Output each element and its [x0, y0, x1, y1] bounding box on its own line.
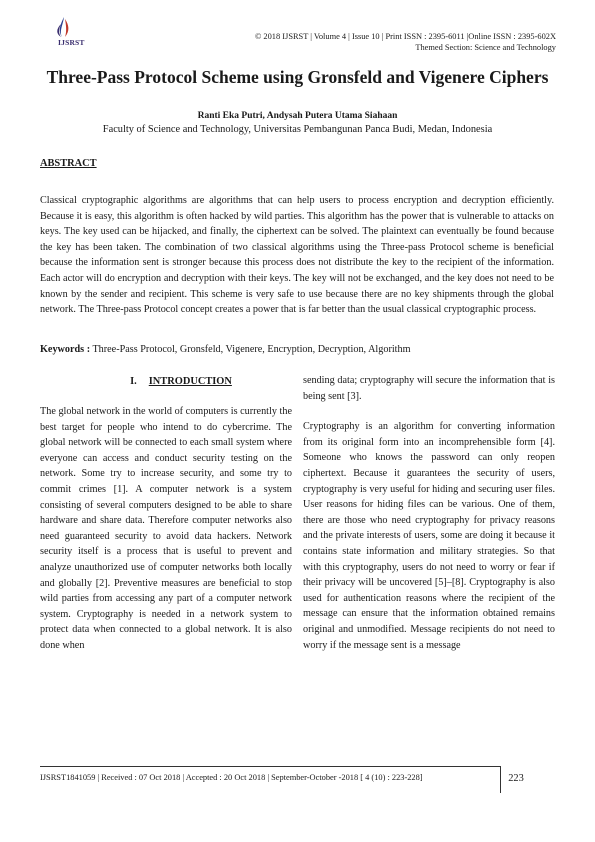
section-number: I.: [130, 376, 137, 387]
abstract-heading: ABSTRACT: [40, 158, 97, 169]
journal-header-info: [255, 31, 556, 53]
header-info-line-2: Themed Section: Science and Technology: [415, 43, 556, 52]
keywords-text: Three-Pass Protocol, Gronsfeld, Vigenere, Encryption, Decryption, Algorithm: [90, 344, 411, 355]
footer-citation: IJSRST1841059 | Received : 07 Oct 2018 | Accepted : 20 Oct 2018 | September-October -2018 [ 4 (10) : 223-228]: [40, 773, 423, 782]
footer-divider: [40, 766, 500, 767]
journal-logo: [44, 15, 96, 49]
header-info-line-1: © 2018 IJSRST | Volume 4 | Issue 10 | Print ISSN : 2395-6011 |Online ISSN : 2395-602X: [254, 32, 556, 41]
intro-paragraph-1: The global network in the world of computers is currently the best target for people who intend to do cybercrime. The global network will be connected to each small system where everyone can access and conduct security testing on the network. Some try to increase security, and some try to commit crimes [1]. A computer network is a system consisting of several computers designed to be able to share hardware and share data. Therefore computer networks also need guaranteed security to avoid data hackers. Network security itself is a process that is useful to prevent and analyze unauthorized use of computer networks both locally and globally [2]. Preventive measures are beneficial to stop wild parties from accessing any part of a computer network system. Cryptography is needed in a network system to protect data when connected to a global network. It is also done when: [40, 406, 292, 651]
keywords-line: [40, 343, 554, 357]
keywords-label: Keywords :: [40, 344, 91, 355]
left-column: [40, 376, 292, 654]
intro-paragraph-3: Cryptography is an algorithm for converting information from its original form into an incomprehensible form [4]. Someone who knows the password can only reopen ciphertext. Because it guarantees the security of users, cryptography is very useful for hiding and securing user files. User reasons for hiding files can be various. One of them, there are those who need cryptography for privacy reasons and the private interests of users, some are doing it because it contains state information and military strategies. So that with this cryptography, users do not need to worry or fear if their privacy will be uncovered [5]–[8]. Cryptography is also used for authentication reasons where the recipient of the message can ensure that the information obtained remains original and unmodified. Message recipients do not need to worry if the message sent is a message: [303, 421, 555, 651]
section-heading-introduction: [70, 376, 292, 387]
page-number: 223: [500, 766, 531, 793]
right-column: [303, 376, 555, 653]
abstract-body: Classical cryptographic algorithms are algorithms that can help users to process encryption and decryption efficiently. Because it is easy, this algorithm is often hacked by wild parties. This algorithm has the power that is vulnerable to attacks on keys. The key used can be hijacked, and finally, the ciphertext can be solved. The plaintext can eventually be found because the key has been taken. The combination of two classical algorithms using the Three-pass Protocol scheme is beneficial because the information sent is stronger because this process does not distribute the key to the recipient of the information. Each actor will do encryption and decryption with their keys. The key will not be exchanged, and the key does not need to be known by the sender and recipient. This scheme is very safe to use because there are no key shipments through the global network. The Three-pass Protocol concept creates a power that is far better than the usual classical cryptographic process.: [40, 195, 554, 316]
paper-title: Three-Pass Protocol Scheme using Gronsfeld and Vigenere Ciphers: [46, 67, 549, 87]
intro-paragraph-2: sending data; cryptography will secure the information that is being sent [3].: [303, 375, 555, 402]
logo-text: IJSRST: [58, 38, 85, 47]
paper-affiliation: Faculty of Science and Technology, Universitas Pembangunan Panca Budi, Medan, Indonesia: [102, 124, 493, 135]
paper-authors: Ranti Eka Putri, Andysah Putera Utama Siahaan: [197, 111, 398, 121]
section-title: INTRODUCTION: [148, 376, 232, 387]
